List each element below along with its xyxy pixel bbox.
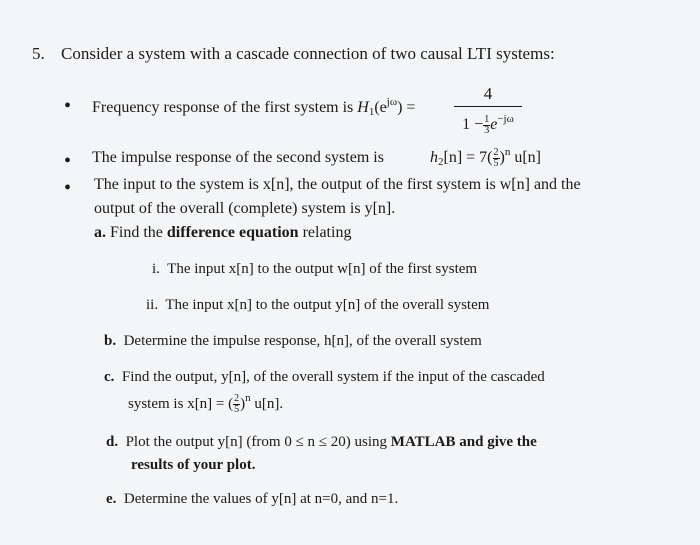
bullet-input-line2: output of the overall (complete) system is y[n]. xyxy=(94,200,396,217)
part-d-line2 xyxy=(131,457,255,474)
part-c-label: c. xyxy=(104,369,115,385)
part-c-sup: n xyxy=(245,392,251,404)
fraction-numerator: 4 xyxy=(483,84,493,103)
bullet-frequency-response xyxy=(92,96,415,118)
part-d-text: Plot the output y[n] (from 0 ≤ n ≤ 20) using xyxy=(125,434,391,450)
question-number: 5. xyxy=(32,44,45,63)
part-a-i-label: i. xyxy=(152,261,160,277)
math-arg-sup: jω xyxy=(386,96,398,108)
part-c-line1: Find the output, y[n], of the overall system if the input of the cascaded xyxy=(121,369,545,385)
part-c-tail: ) xyxy=(240,396,246,412)
small-frac-den: 5 xyxy=(493,157,499,169)
fraction-bar xyxy=(454,106,522,107)
math-close: ) = xyxy=(397,99,416,116)
small-frac-num: 2 xyxy=(493,146,499,158)
part-b-label: b. xyxy=(104,333,117,349)
den-sup: −jω xyxy=(497,113,514,125)
part-a-bold: difference equation xyxy=(166,224,299,241)
part-d-line2-text: results of your plot. xyxy=(131,457,256,473)
part-a-ii-label: ii. xyxy=(146,297,159,313)
part-d-label: d. xyxy=(106,434,119,450)
part-a-text-post: relating xyxy=(298,224,352,241)
bullet-dot: • xyxy=(64,95,72,117)
part-c xyxy=(104,369,545,386)
part-a-ii-text: The input x[n] to the output y[n] of the overall system xyxy=(165,297,490,313)
part-a xyxy=(94,224,351,242)
math-h2: h xyxy=(430,149,438,166)
part-a-text: Find the xyxy=(110,224,167,241)
den-part: 1 − xyxy=(462,116,484,133)
part-e-text: Determine the values of y[n] at n=0, and n=1. xyxy=(123,491,399,507)
part-c-line2-text: system is xyxy=(128,396,188,412)
small-fraction xyxy=(493,148,500,169)
part-c-line2 xyxy=(128,392,283,415)
small-frac-num: 1 xyxy=(484,113,490,125)
fraction-denominator xyxy=(454,109,522,136)
part-e-label: e. xyxy=(106,491,117,507)
small-frac-den: 3 xyxy=(484,124,490,136)
math-h2-tail: ) xyxy=(499,149,505,166)
math-h2-sub: 2 xyxy=(438,156,444,168)
small-frac-num: 2 xyxy=(234,393,240,405)
part-c-x: x[n] = ( xyxy=(187,396,234,412)
part-d-bold: MATLAB and give the xyxy=(390,434,537,450)
bullet-dot: • xyxy=(64,177,72,199)
part-d xyxy=(106,434,537,451)
small-frac-den: 5 xyxy=(234,404,240,416)
part-b-text: Determine the impulse response, h[n], of the overall system xyxy=(123,333,482,349)
part-e xyxy=(106,491,398,508)
bullet-text: Frequency response of the first system is xyxy=(92,99,354,116)
part-b xyxy=(104,333,482,350)
frequency-fraction xyxy=(454,84,522,136)
bullet-input-line1: The input to the system is x[n], the output of the first system is w[n] and the xyxy=(94,176,581,193)
bullet-impulse-response xyxy=(92,149,384,167)
part-a-i xyxy=(152,261,477,278)
part-a-i-text: The input x[n] to the output w[n] of the first system xyxy=(167,261,478,277)
den-e: e xyxy=(490,116,498,133)
math-h-sub: 1 xyxy=(368,106,375,118)
bullet-text: The impulse response of the second system is xyxy=(92,149,384,166)
part-a-ii xyxy=(146,297,489,314)
math-h: H xyxy=(357,99,369,116)
impulse-math xyxy=(430,146,541,169)
math-arg: (e xyxy=(374,99,387,116)
math-h2-sup: n xyxy=(504,146,511,158)
part-a-label: a. xyxy=(94,224,106,241)
math-h2-end: u[n] xyxy=(510,149,541,166)
question-intro: Consider a system with a cascade connection of two causal LTI systems: xyxy=(61,44,555,63)
part-c-end: u[n]. xyxy=(250,396,284,412)
bullet-dot: • xyxy=(64,150,72,172)
math-h2-rest: [n] = 7( xyxy=(443,149,493,166)
